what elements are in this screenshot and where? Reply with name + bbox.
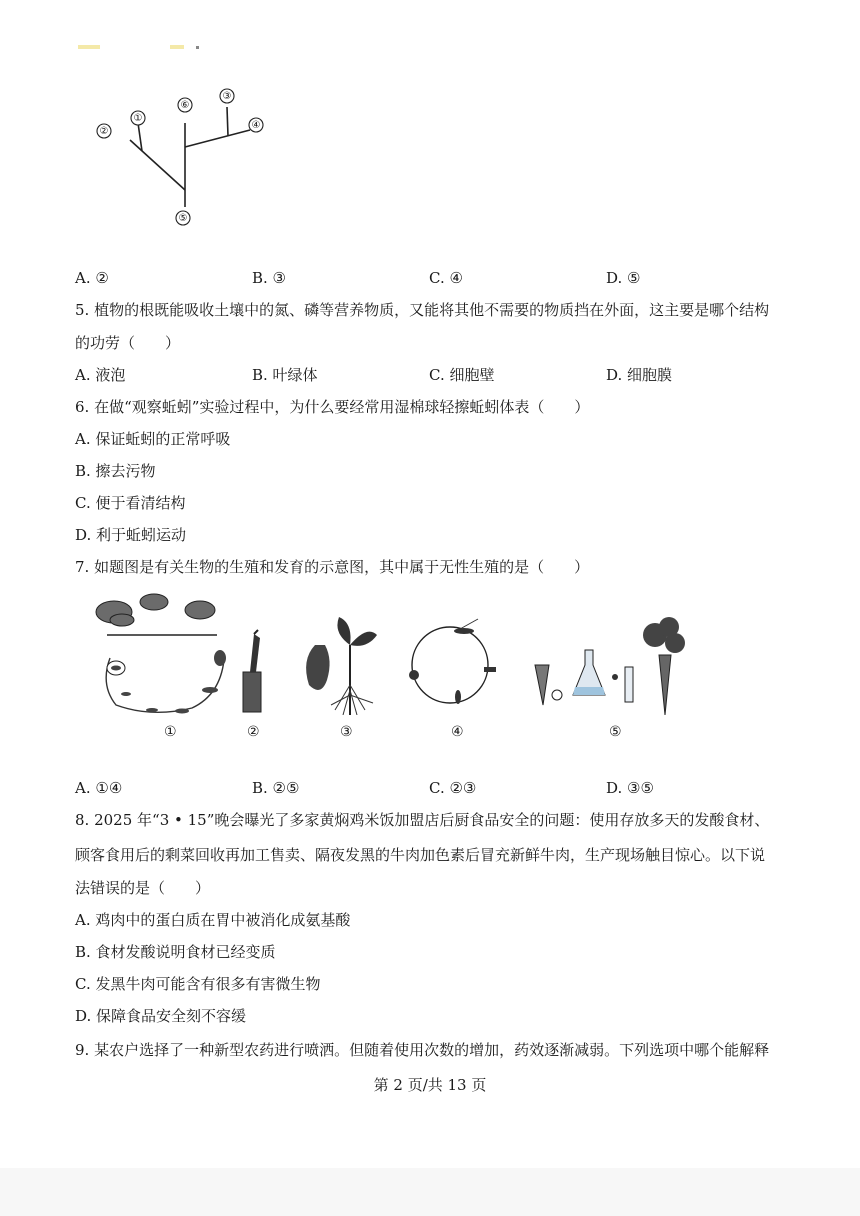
q4-option-b: B. ③ bbox=[252, 269, 287, 287]
seed-germination-illustration bbox=[295, 605, 395, 715]
q5-stem-line-2: 的功劳（ ） bbox=[75, 334, 181, 352]
tree-label-1: ① bbox=[133, 113, 143, 124]
q8-option-c: C. 发黑牛肉可能含有很多有害微生物 bbox=[75, 975, 321, 993]
q7-option-d: D. ③⑤ bbox=[606, 779, 654, 797]
q6-option-b: B. 擦去污物 bbox=[75, 462, 156, 480]
page-footer: 第 2 页/共 13 页 bbox=[373, 1076, 487, 1094]
q7-option-a: A. ①④ bbox=[75, 779, 123, 797]
q8-stem-line-3: 法错误的是（ ） bbox=[75, 879, 211, 897]
tree-label-5: ⑤ bbox=[178, 213, 188, 224]
scan-mark bbox=[78, 44, 208, 50]
figure-caption-5: ⑤ bbox=[609, 724, 622, 740]
frog-life-cycle-illustration bbox=[92, 590, 242, 720]
q6-stem: 6. 在做“观察蚯蚓”实验过程中，为什么要经常用湿棉球轻擦蚯蚓体表（ ） bbox=[75, 398, 590, 416]
q8-stem-line-1: 8. 2025 年“3 • 15”晚会曝光了多家黄焖鸡米饭加盟店后厨食品安全的问题：使用存放多天的发酸食材、 bbox=[75, 811, 770, 829]
q8-option-d: D. 保障食品安全刻不容缓 bbox=[75, 1007, 247, 1025]
q7-option-b: B. ②⑤ bbox=[252, 779, 300, 797]
q5-option-d: D. 细胞膜 bbox=[606, 366, 673, 384]
q4-option-d: D. ⑤ bbox=[606, 269, 641, 287]
q9-stem-line-1: 9. 某农户选择了一种新型农药进行喷洒。但随着使用次数的增加，药效逐渐减弱。下列选项中哪个能解释 bbox=[75, 1041, 770, 1059]
q5-stem-line-1: 5. 植物的根既能吸收土壤中的氮、磷等营养物质，又能将其他不需要的物质挡在外面，这主要是哪个结构 bbox=[75, 301, 770, 319]
figure-caption-4: ④ bbox=[451, 724, 464, 740]
figure-caption-1: ① bbox=[164, 724, 177, 740]
q4-option-a: A. ② bbox=[75, 269, 109, 287]
q6-option-c: C. 便于看清结构 bbox=[75, 494, 186, 512]
q6-option-d: D. 利于蚯蚓运动 bbox=[75, 526, 187, 544]
tree-label-6: ⑥ bbox=[180, 100, 190, 111]
tree-label-2: ② bbox=[99, 126, 109, 137]
figure-caption-2: ② bbox=[247, 724, 260, 740]
mosquito-life-cycle-illustration bbox=[400, 615, 500, 715]
q4-option-c: C. ④ bbox=[429, 269, 463, 287]
q8-option-a: A. 鸡肉中的蛋白质在胃中被消化成氨基酸 bbox=[75, 911, 351, 929]
figure-caption-3: ③ bbox=[340, 724, 353, 740]
tree-label-3: ③ bbox=[222, 91, 232, 102]
q6-option-a: A. 保证蚯蚓的正常呼吸 bbox=[75, 430, 231, 448]
branching-tree-figure bbox=[90, 85, 280, 235]
q7-stem: 7. 如题图是有关生物的生殖和发育的示意图，其中属于无性生殖的是（ ） bbox=[75, 558, 590, 576]
grafting-illustration bbox=[238, 628, 268, 714]
q7-option-c: C. ②③ bbox=[429, 779, 477, 797]
q5-option-c: C. 细胞壁 bbox=[429, 366, 495, 384]
page-bottom-margin bbox=[0, 1168, 860, 1216]
q8-stem-line-2: 顾客食用后的剩菜回收再加工售卖、隔夜发黑的牛肉加色素后冒充新鲜牛肉，生产现场触目惊心。以下说 bbox=[75, 846, 766, 864]
carrot-tissue-culture-illustration bbox=[525, 605, 690, 720]
q5-option-b: B. 叶绿体 bbox=[252, 366, 318, 384]
q8-option-b: B. 食材发酸说明食材已经变质 bbox=[75, 943, 276, 961]
tree-label-4: ④ bbox=[251, 120, 261, 131]
q5-option-a: A. 液泡 bbox=[75, 366, 126, 384]
